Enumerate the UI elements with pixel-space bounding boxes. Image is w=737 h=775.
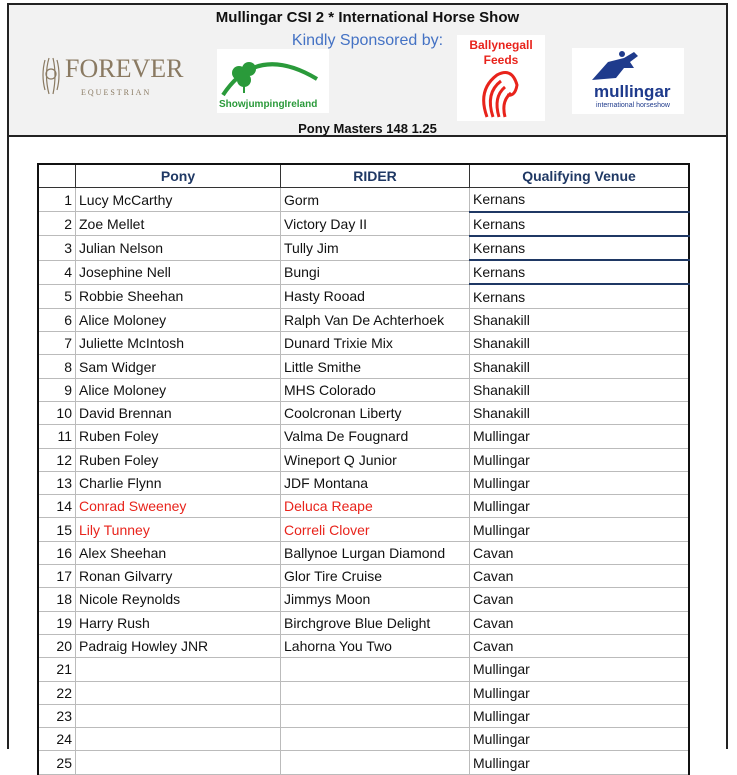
cell-num: 25	[38, 751, 76, 774]
cell-venue: Cavan	[470, 611, 690, 634]
table-row	[38, 541, 689, 564]
cell-num: 8	[38, 355, 76, 378]
cell-rider: Birchgrove Blue Delight	[281, 611, 470, 634]
table-header-row	[38, 164, 689, 188]
mullingar-sub: international horseshow	[596, 102, 670, 109]
table-row	[38, 284, 689, 308]
header-pony: Pony	[76, 164, 281, 188]
table-row	[38, 658, 689, 681]
cell-pony: Harry Rush	[76, 611, 281, 634]
cell-venue: Shanakill	[470, 401, 690, 424]
cell-num: 17	[38, 565, 76, 588]
cell-pony: Conrad Sweeney	[76, 495, 281, 518]
cell-rider: Bungi	[281, 260, 470, 284]
cell-num: 18	[38, 588, 76, 611]
sponsor-caption: Kindly Sponsored by:	[291, 32, 444, 49]
cell-num: 1	[38, 188, 76, 212]
cell-rider: MHS Colorado	[281, 378, 470, 401]
table-row	[38, 425, 689, 448]
cell-rider: Ralph Van De Achterhoek	[281, 308, 470, 331]
table-row	[38, 704, 689, 727]
cell-venue: Kernans	[470, 212, 690, 236]
cell-num: 9	[38, 378, 76, 401]
cell-num: 4	[38, 260, 76, 284]
table-row	[38, 355, 689, 378]
cell-pony: Ruben Foley	[76, 425, 281, 448]
cell-venue: Mullingar	[470, 425, 690, 448]
cell-num: 10	[38, 401, 76, 424]
table-row	[38, 332, 689, 355]
cell-rider: Coolcronan Liberty	[281, 401, 470, 424]
cell-pony: Alex Sheehan	[76, 541, 281, 564]
table-row	[38, 518, 689, 541]
cell-rider: Tully Jim	[281, 236, 470, 260]
cell-pony	[76, 681, 281, 704]
cell-venue: Mullingar	[470, 518, 690, 541]
table-row	[38, 378, 689, 401]
cell-pony	[76, 658, 281, 681]
cell-pony: Padraig Howley JNR	[76, 634, 281, 657]
table-row	[38, 634, 689, 657]
cell-pony: David Brennan	[76, 401, 281, 424]
table-row	[38, 611, 689, 634]
cell-venue: Shanakill	[470, 378, 690, 401]
cell-num: 16	[38, 541, 76, 564]
cell-venue: Cavan	[470, 634, 690, 657]
cell-num: 7	[38, 332, 76, 355]
cell-rider	[281, 728, 470, 751]
cell-venue: Mullingar	[470, 495, 690, 518]
table-row	[38, 260, 689, 284]
cell-rider: Lahorna You Two	[281, 634, 470, 657]
cell-venue: Mullingar	[470, 658, 690, 681]
header-rider: RIDER	[281, 164, 470, 188]
cell-num: 2	[38, 212, 76, 236]
table-row	[38, 188, 689, 212]
cell-venue: Kernans	[470, 260, 690, 284]
header-panel	[7, 3, 728, 137]
cell-pony: Julian Nelson	[76, 236, 281, 260]
cell-venue: Kernans	[470, 236, 690, 260]
cell-pony	[76, 704, 281, 727]
page-title: Mullingar CSI 2 * International Horse Show	[215, 9, 520, 26]
cell-venue: Kernans	[470, 188, 690, 212]
cell-pony: Robbie Sheehan	[76, 284, 281, 308]
cell-pony: Sam Widger	[76, 355, 281, 378]
cell-num: 23	[38, 704, 76, 727]
table-row	[38, 448, 689, 471]
cell-rider: Hasty Rooad	[281, 284, 470, 308]
ballynegall-feeds-logo	[457, 35, 545, 121]
forever-name: FOREVER	[65, 54, 184, 83]
cell-num: 15	[38, 518, 76, 541]
cell-rider: Dunard Trixie Mix	[281, 332, 470, 355]
class-subtitle: Pony Masters 148 1.25	[298, 121, 437, 136]
cell-num: 5	[38, 284, 76, 308]
cell-rider: Victory Day II	[281, 212, 470, 236]
cell-num: 24	[38, 728, 76, 751]
table-row	[38, 565, 689, 588]
cell-rider	[281, 704, 470, 727]
cell-rider: Deluca Reape	[281, 495, 470, 518]
cell-venue: Mullingar	[470, 471, 690, 494]
cell-rider: Ballynoe Lurgan Diamond	[281, 541, 470, 564]
cell-venue: Cavan	[470, 588, 690, 611]
table-row	[38, 495, 689, 518]
showjumping-ireland-logo	[217, 49, 329, 113]
cell-venue: Mullingar	[470, 448, 690, 471]
ballynegall-line1: Ballynegall	[469, 38, 533, 52]
cell-pony: Ronan Gilvarry	[76, 565, 281, 588]
entries-table	[37, 163, 690, 775]
cell-venue: Shanakill	[470, 355, 690, 378]
table-row	[38, 681, 689, 704]
cell-rider: Glor Tire Cruise	[281, 565, 470, 588]
cell-rider: Valma De Fougnard	[281, 425, 470, 448]
cell-num: 21	[38, 658, 76, 681]
cell-rider: JDF Montana	[281, 471, 470, 494]
cell-pony: Alice Moloney	[76, 378, 281, 401]
cell-num: 12	[38, 448, 76, 471]
sji-text: ShowjumpingIreland	[219, 99, 318, 110]
cell-venue: Mullingar	[470, 681, 690, 704]
cell-pony: Lily Tunney	[76, 518, 281, 541]
cell-pony: Nicole Reynolds	[76, 588, 281, 611]
header-num	[38, 164, 76, 188]
table-row	[38, 728, 689, 751]
cell-rider: Wineport Q Junior	[281, 448, 470, 471]
table-row	[38, 308, 689, 331]
cell-num: 22	[38, 681, 76, 704]
cell-pony: Zoe Mellet	[76, 212, 281, 236]
ballynegall-line2: Feeds	[483, 53, 519, 67]
cell-pony: Ruben Foley	[76, 448, 281, 471]
mullingar-name: mullingar	[594, 82, 671, 101]
cell-num: 3	[38, 236, 76, 260]
cell-num: 11	[38, 425, 76, 448]
cell-rider: Gorm	[281, 188, 470, 212]
forever-sub: EQUESTRIAN	[81, 88, 152, 97]
cell-venue: Mullingar	[470, 728, 690, 751]
table-row	[38, 588, 689, 611]
table-row	[38, 236, 689, 260]
cell-pony: Charlie Flynn	[76, 471, 281, 494]
cell-pony	[76, 728, 281, 751]
cell-num: 14	[38, 495, 76, 518]
mullingar-logo	[572, 48, 684, 114]
cell-venue: Mullingar	[470, 751, 690, 774]
cell-pony: Juliette McIntosh	[76, 332, 281, 355]
table-row	[38, 751, 689, 774]
cell-pony: Josephine Nell	[76, 260, 281, 284]
forever-equestrian-logo	[39, 50, 184, 110]
cell-venue: Mullingar	[470, 704, 690, 727]
cell-venue: Cavan	[470, 541, 690, 564]
cell-num: 19	[38, 611, 76, 634]
cell-num: 13	[38, 471, 76, 494]
table-row	[38, 401, 689, 424]
table-row	[38, 471, 689, 494]
cell-rider: Jimmys Moon	[281, 588, 470, 611]
cell-rider: Little Smithe	[281, 355, 470, 378]
cell-pony: Alice Moloney	[76, 308, 281, 331]
cell-venue: Cavan	[470, 565, 690, 588]
cell-venue: Shanakill	[470, 308, 690, 331]
cell-rider	[281, 681, 470, 704]
cell-rider	[281, 751, 470, 774]
table-row	[38, 212, 689, 236]
cell-rider	[281, 658, 470, 681]
cell-venue: Kernans	[470, 284, 690, 308]
header-venue: Qualifying Venue	[470, 164, 690, 188]
cell-venue: Shanakill	[470, 332, 690, 355]
cell-num: 20	[38, 634, 76, 657]
cell-pony: Lucy McCarthy	[76, 188, 281, 212]
cell-rider: Correli Clover	[281, 518, 470, 541]
cell-num: 6	[38, 308, 76, 331]
cell-pony	[76, 751, 281, 774]
